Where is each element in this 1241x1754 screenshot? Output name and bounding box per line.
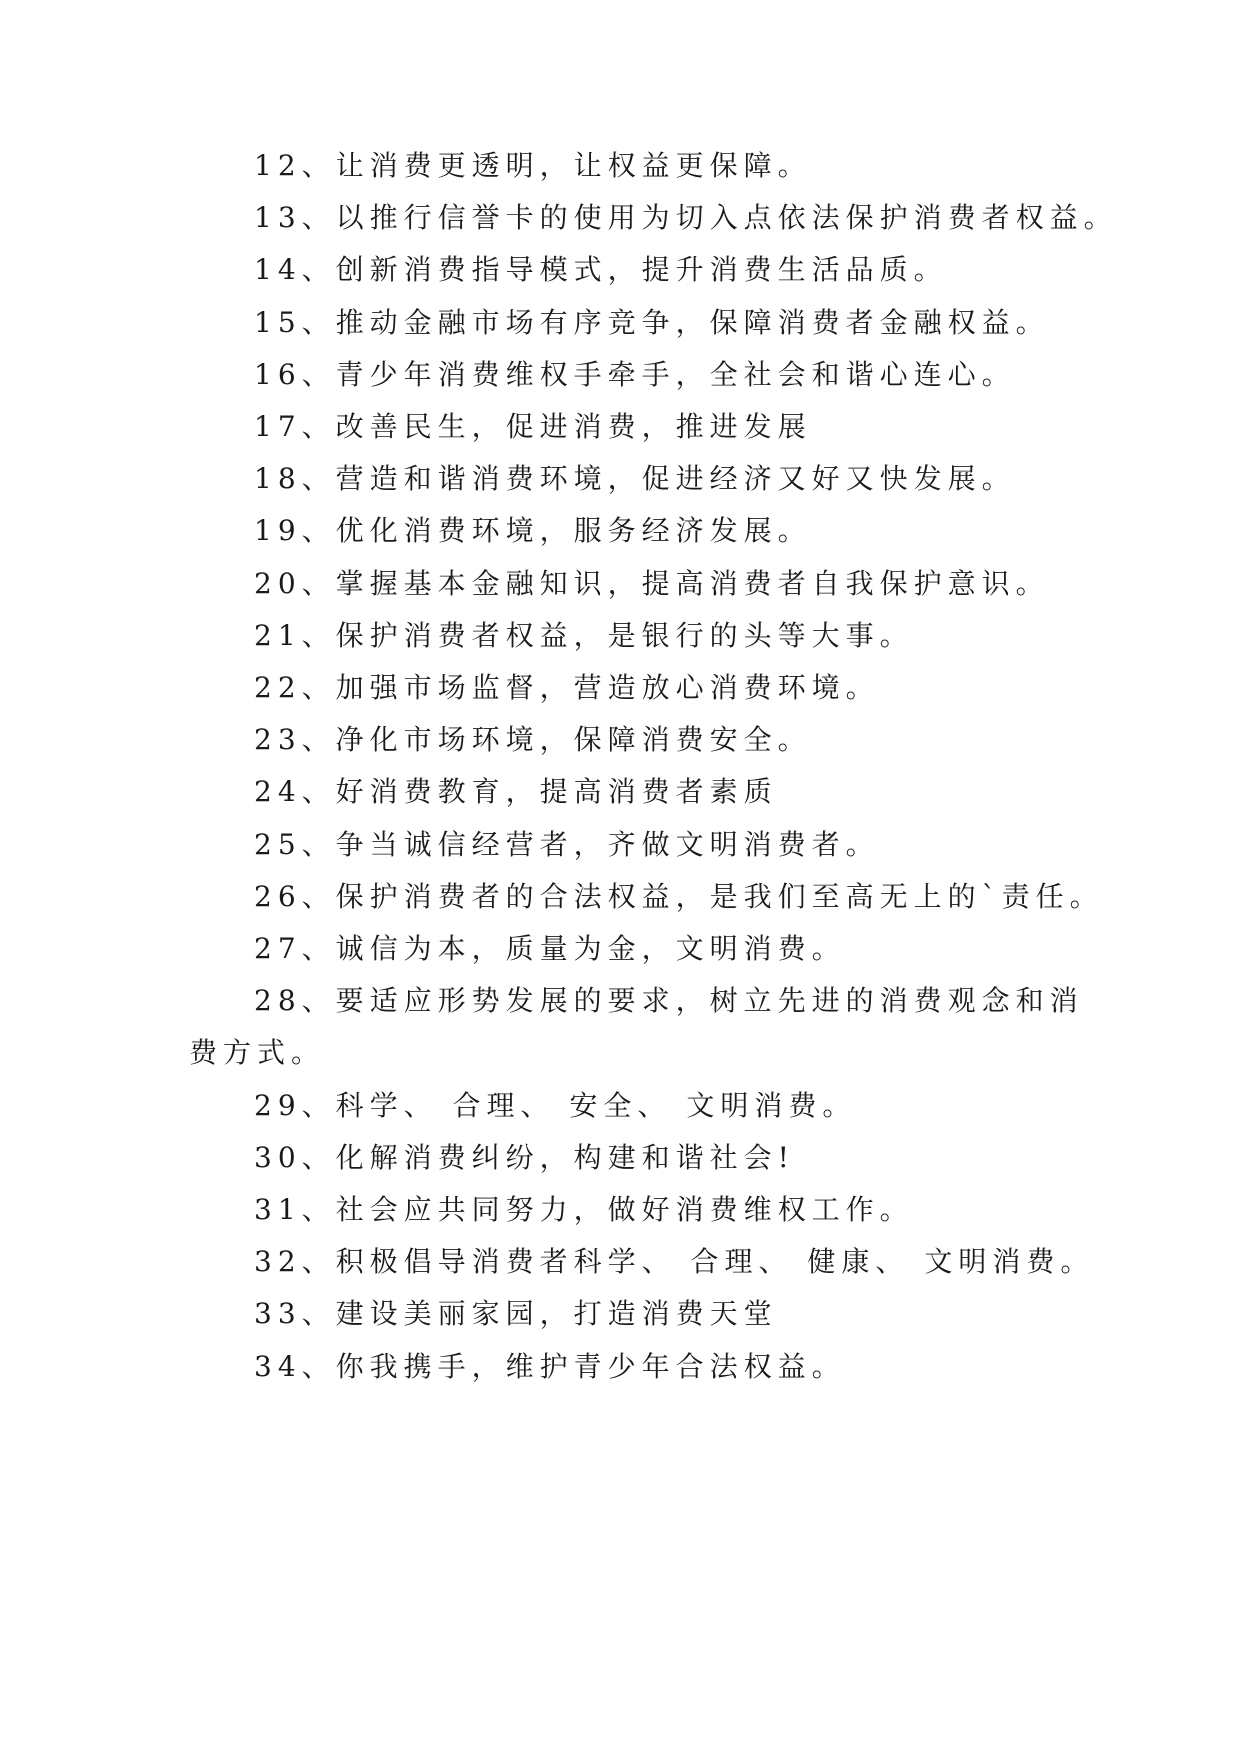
list-item: 24、好消费教育，提高消费者素质 [254,775,778,808]
list-item: 15、推动金融市场有序竞争，保障消费者金融权益。 [254,306,1050,339]
list-item: 13、以推行信誉卡的使用为切入点依法保护消费者权益。 [254,201,1118,234]
list-item: 20、掌握基本金融知识，提高消费者自我保护意识。 [254,567,1050,600]
list-item: 14、创新消费指导模式，提升消费生活品质。 [254,253,948,286]
list-item: 27、诚信为本，质量为金，文明消费。 [254,932,846,965]
list-item: 21、保护消费者权益，是银行的头等大事。 [254,619,914,652]
list-item-continuation: 费方式。 [189,1036,326,1069]
list-item: 12、让消费更透明，让权益更保障。 [254,149,812,182]
list-item: 30、化解消费纠纷，构建和谐社会! [254,1141,795,1174]
list-item: 29、科学、 合理、 安全、 文明消费。 [254,1089,857,1122]
list-item: 16、青少年消费维权手牵手，全社会和谐心连心。 [254,358,1016,391]
list-item: 25、争当诚信经营者，齐做文明消费者。 [254,828,880,861]
list-item: 18、营造和谐消费环境，促进经济又好又快发展。 [254,462,1016,495]
list-item: 34、你我携手，维护青少年合法权益。 [254,1350,846,1383]
list-item: 31、社会应共同努力，做好消费维权工作。 [254,1193,914,1226]
list-item: 19、优化消费环境，服务经济发展。 [254,514,812,547]
list-item: 17、改善民生，促进消费，推进发展 [254,410,812,443]
list-item: 28、要适应形势发展的要求，树立先进的消费观念和消 [254,984,1084,1017]
list-item: 33、建设美丽家园，打造消费天堂 [254,1297,778,1330]
list-item: 32、积极倡导消费者科学、 合理、 健康、 文明消费。 [254,1245,1095,1278]
list-item: 22、加强市场监督，营造放心消费环境。 [254,671,880,704]
list-item: 23、净化市场环境，保障消费安全。 [254,723,812,756]
list-item: 26、保护消费者的合法权益，是我们至高无上的`责任。 [254,880,1104,913]
